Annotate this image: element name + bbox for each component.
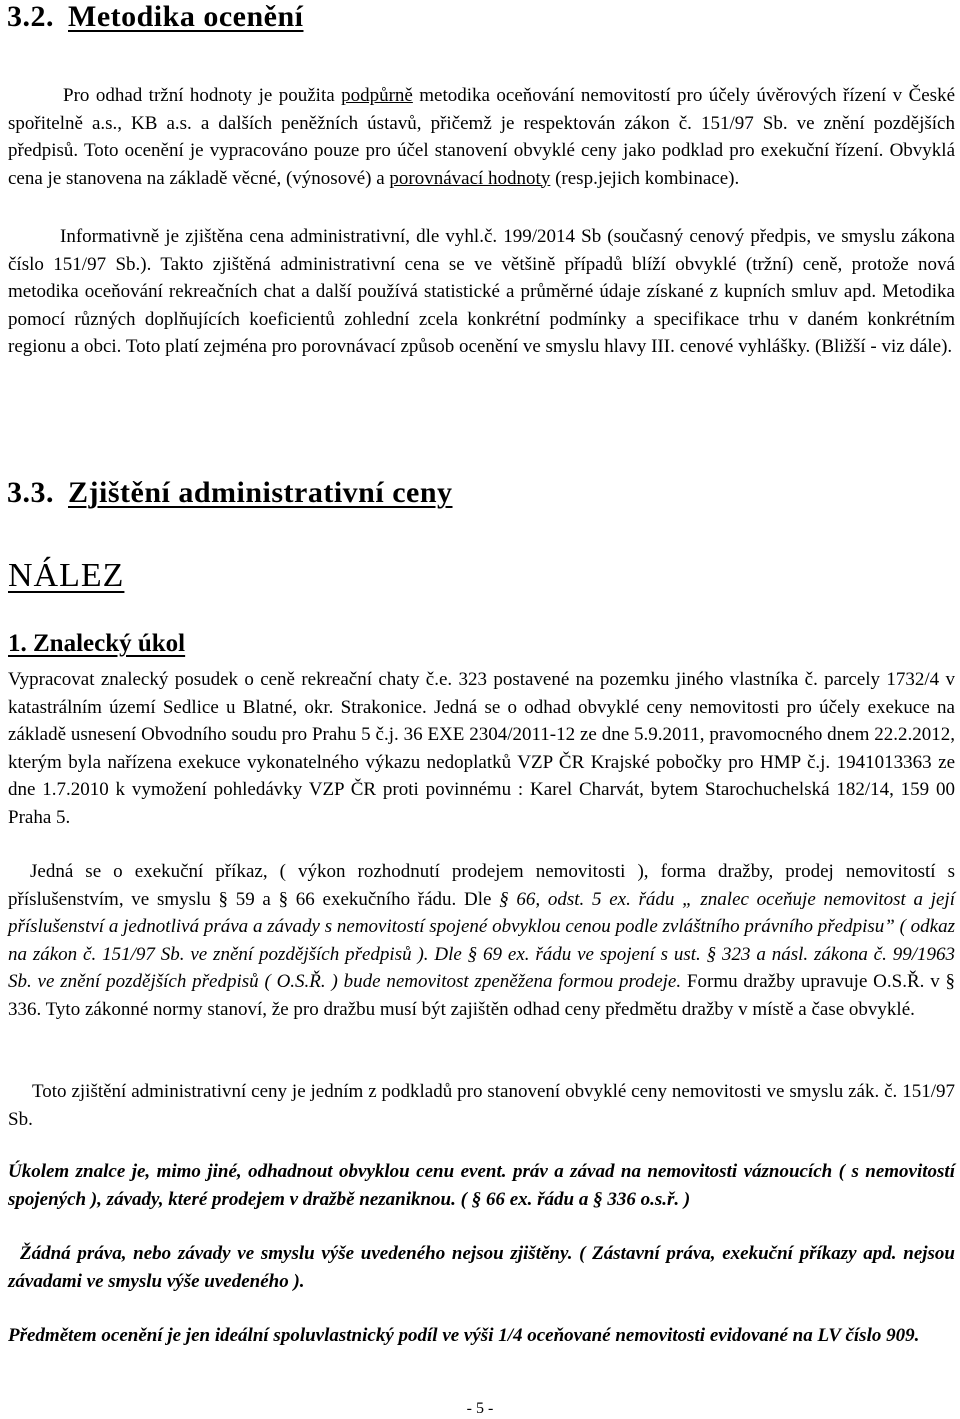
paragraph-subject bbox=[8, 1322, 955, 1350]
underlined-text: podpůrně bbox=[341, 85, 413, 106]
section-number: 3.3. bbox=[7, 476, 54, 509]
section-heading-3-3 bbox=[7, 476, 453, 510]
paragraph-task-description bbox=[8, 666, 955, 831]
nalez-heading: NÁLEZ bbox=[8, 557, 125, 594]
paragraph-expert-task bbox=[8, 1158, 955, 1213]
text-run: Formu dražby upravuje O.S.Ř. v § 336. Tyto zákonné normy stanoví, že pro dražbu musí být zajištěn odhad ceny předmětu dražby v místě a čase obvyklé. bbox=[8, 971, 955, 1020]
page-number: - 5 - bbox=[466, 1400, 494, 1417]
section-heading-3-2 bbox=[7, 0, 303, 34]
text-run: Vypracovat znalecký posudek o ceně rekreační chaty č.e. 323 postavené na pozemku jiného vlastníka č. parcely 1732/4 v katastrálním území Sedlice u Blatné, okr. Strakonice. Jedná se o odhad obvyklé ceny nemovitosti pro účely exekuce na základě usnesení Obvodního soudu pro Prahu 5 č.j. 36 EXE 2304/2011-12 ze dne 5.9.2011, pravomocného dnem 22.2.2012, kterým byla nařízena exekuce vykonatelného výkazu nedoplatků VZP ČR Krajské pobočky pro HMP č.j. 1941013363 ze dne 1.7.2010 k vymožení pohledávky VZP ČR proti povinnému : Karel Charvát, bytem Starochuchelská 182/14, 159 00 Praha 5. bbox=[8, 669, 955, 828]
paragraph-administrative-price bbox=[8, 223, 955, 361]
text-run: Předmětem ocenění je jen ideální spoluvlastnický podíl ve výši 1/4 oceňované nemovitosti evidované na LV číslo 909. bbox=[8, 1325, 920, 1346]
paragraph-no-encumbrances bbox=[8, 1240, 955, 1295]
text-run: Jedná se o exekuční příkaz, ( výkon rozhodnutí prodejem nemovitosti ), forma dražby, prodej nemovitostí s příslušenstvím, ve smyslu § 59 a § 66 exekučního řádu. Dle bbox=[8, 861, 955, 910]
section-number: 3.2. bbox=[7, 0, 54, 33]
text-run: Informativně je zjištěna cena administrativní, dle vyhl.č. 199/2014 Sb (současný cenový předpis, ve smyslu zákona číslo 151/97 Sb.). Takto zjištěná administrativní cena se ve většině případů blíží obvyklé (tržní) ceně, protože nová metodika oceňování rekreačních chat a další používá statistické a průměrné údaje získané z kupních smluv apd. Metodika pomocí různých doplňujících koeficientů zohlední zcela konkrétní podmínky a specifikace trhu v daném konkrétním regionu a obci. Toto platí zejména pro porovnávací způsob ocenění ve smyslu hlavy III. cenové vyhlášky. (Bližší - viz dále). bbox=[8, 226, 955, 357]
text-run: Toto zjištění administrativní ceny je jedním z podkladů pro stanovení obvyklé ceny nemovitosti ve smyslu zák. č. 151/97 Sb. bbox=[8, 1081, 955, 1130]
paragraph-execution-order bbox=[8, 858, 955, 1023]
text-run: Pro odhad tržní hodnoty je použita bbox=[63, 85, 342, 106]
task-heading: 1. Znalecký úkol bbox=[8, 630, 186, 657]
underlined-text: porovnávací hodnoty bbox=[389, 167, 551, 189]
text-run: Žádná práva, nebo závady ve smyslu výše uvedeného nejsou zjištěny. ( Zástavní práva, exekuční příkazy apd. nejsou závadami ve smyslu výše uvedeného ). bbox=[8, 1243, 955, 1292]
italic-text: § 66, odst. 5 ex. řádu „ znalec oceňuje nemovitost a její příslušenství a jednotlivá práva a závady s nemovitostí spojené obvyklou cenou podle zvláštního právního předpisu” ( odkaz na zákon č. 151/97 Sb. ve znění pozdějších předpisů ). Dle § 69 ex. řádu ve spojení s ust. § 323 a násl. zákona č. 99/1963 Sb. ve znění pozdějších předpisů ( O.S.Ř. ) bude nemovitost zpeněžena formou prodeje. bbox=[8, 888, 955, 992]
paragraph-methodology bbox=[8, 82, 955, 192]
text-run: (resp.jejich kombinace). bbox=[550, 167, 740, 189]
paragraph-basis bbox=[8, 1078, 955, 1133]
section-title: Metodika ocenění bbox=[68, 0, 304, 33]
text-run: metodika oceňování nemovitostí pro účely úvěrových řízení v České spořitelně a.s., KB a.s. a dalších peněžních ústavů, přičemž je respektován zákon č. 151/97 Sb. ve znění pozdějších předpisů. Toto ocenění je vypracováno pouze pro účel stanovení obvyklé ceny jako podklad pro exekuční řízení. Obvyklá cena je stanovena na základě věcné, (výnosové) a bbox=[8, 85, 955, 189]
section-title: Zjištění administrativní ceny bbox=[68, 476, 453, 509]
text-run: Úkolem znalce je, mimo jiné, odhadnout obvyklou cenu event. práv a závad na nemovitosti váznoucích ( s nemovitostí spojených ), závady, které prodejem v dražbě nezaniknou. ( § 66 ex. řádu a § 336 o.s.ř. ) bbox=[8, 1161, 955, 1210]
